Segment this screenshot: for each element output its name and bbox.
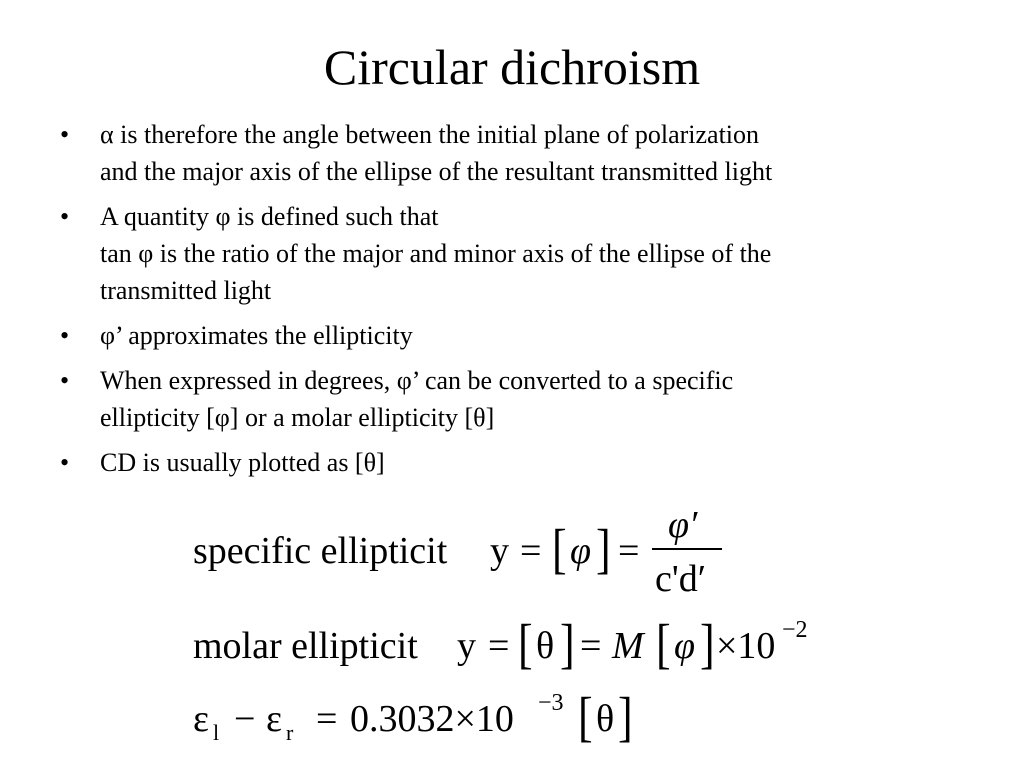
bullet-marker: • <box>60 366 70 395</box>
bullet-item <box>60 198 1000 309</box>
bullet-item <box>60 444 1000 481</box>
eq1-denominator: c'd′ <box>655 558 707 600</box>
eq2-exponent: −2 <box>782 617 808 643</box>
eq3-value: 0.3032×10 <box>350 698 514 740</box>
eq1-numerator: φ′ <box>668 504 698 546</box>
bullet-item <box>60 362 1000 436</box>
eq3-epsilon-r: ε <box>266 698 282 740</box>
eq1-y: y <box>490 530 509 572</box>
eq3-subscript-r: r <box>286 720 294 745</box>
eq1-open-bracket: [ <box>552 518 567 580</box>
bullet-text-line: α is therefore the angle between the initial plane of polarization <box>100 120 760 149</box>
bullet-text-line: and the major axis of the ellipse of the resultant transmitted light <box>100 157 773 186</box>
bullet-item <box>60 317 1000 354</box>
eq3-theta: θ <box>596 698 615 740</box>
eq1-equals2: = <box>618 530 640 572</box>
bullet-marker: • <box>60 202 70 231</box>
bullet-text-line: When expressed in degrees, φ’ can be converted to a specific <box>100 366 734 395</box>
bullet-marker: • <box>60 120 70 149</box>
eq2-theta: θ <box>536 625 555 667</box>
eq1-label: specific ellipticit <box>193 530 448 572</box>
eq2-equals2: = <box>580 625 602 667</box>
eq1-close-bracket: ] <box>596 518 611 580</box>
eq3-epsilon-l: ε <box>193 698 209 740</box>
bullet-text-line: transmitted light <box>100 276 272 305</box>
eq2-close-bracket-2: ] <box>700 613 715 675</box>
eq2-M: M <box>612 625 644 667</box>
bullet-text-line: CD is usually plotted as [θ] <box>100 448 385 477</box>
eq2-y: y <box>457 625 476 667</box>
eq2-close-bracket: ] <box>560 613 575 675</box>
eq3-subscript-l: l <box>213 720 220 745</box>
bullet-text-line: A quantity φ is defined such that <box>100 202 439 231</box>
eq1-phi: φ <box>570 530 592 572</box>
bullet-list <box>60 116 1000 489</box>
eq2-times-ten: ×10 <box>716 625 776 667</box>
eq3-open-bracket: [ <box>578 686 593 748</box>
eq3-close-bracket: ] <box>618 686 633 748</box>
eq1-equals: = <box>520 530 542 572</box>
bullet-item <box>60 116 1000 190</box>
eq2-phi: φ <box>674 625 696 667</box>
eq2-label: molar ellipticit <box>193 625 418 667</box>
eq3-equals: = <box>316 698 338 740</box>
bullet-text-line: tan φ is the ratio of the major and minor axis of the ellipse of the <box>100 239 772 268</box>
eq3-minus: − <box>234 698 256 740</box>
eq2-equals: = <box>488 625 510 667</box>
bullet-text-line: ellipticity [φ] or a molar ellipticity [θ] <box>100 403 495 432</box>
eq3-exponent: −3 <box>538 690 564 716</box>
fraction-bar <box>652 548 722 550</box>
bullet-text-line: φ’ approximates the ellipticity <box>100 321 413 350</box>
bullet-marker: • <box>60 321 70 350</box>
bullet-marker: • <box>60 448 70 477</box>
eq2-open-bracket-2: [ <box>656 613 671 675</box>
eq2-open-bracket: [ <box>518 613 533 675</box>
slide-title: Circular dichroism <box>323 39 701 95</box>
